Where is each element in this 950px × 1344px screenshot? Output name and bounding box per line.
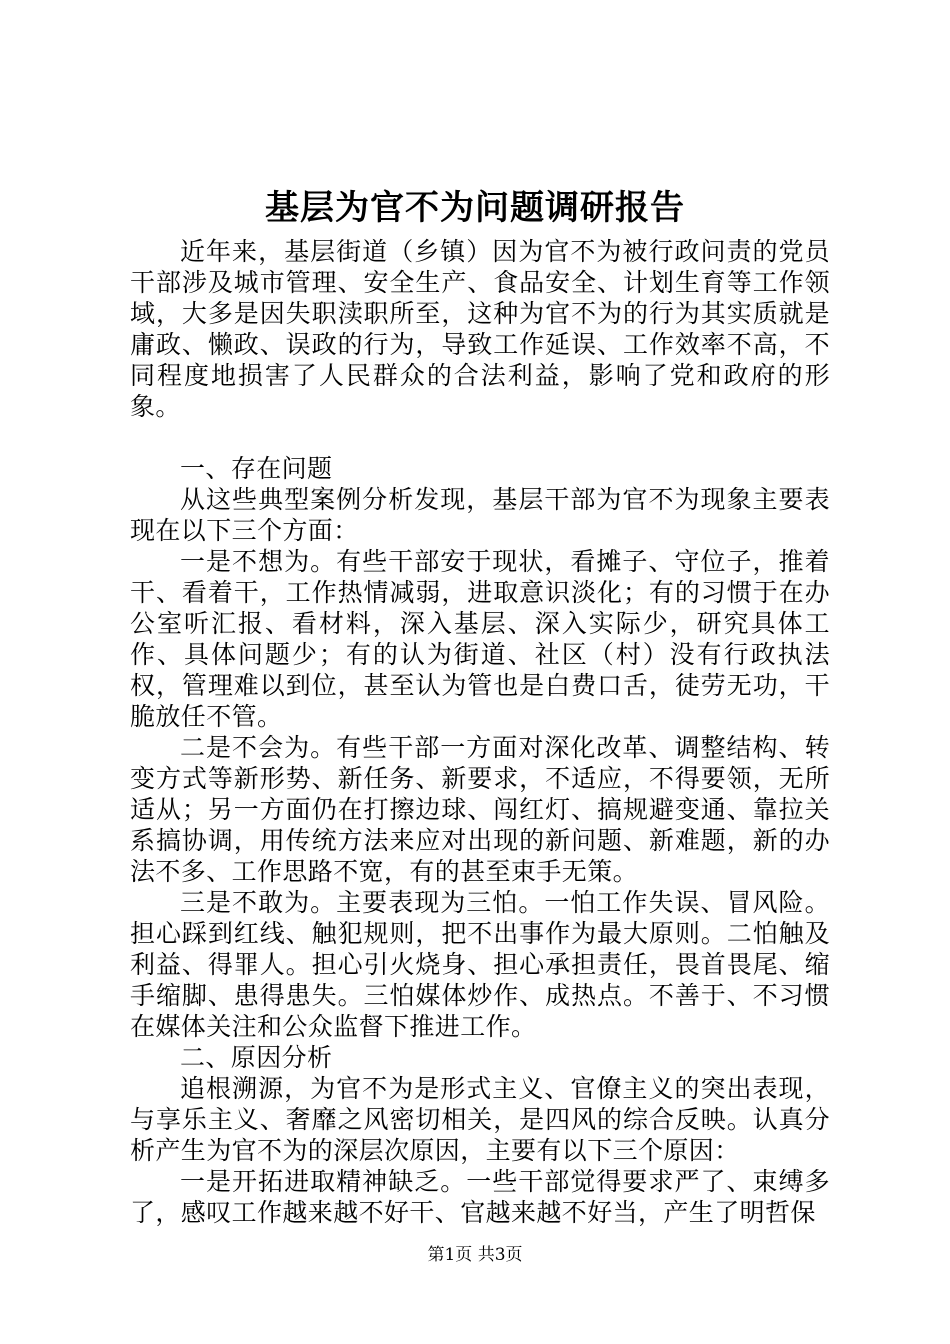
body-paragraph: 追根溯源，为官不为是形式主义、官僚主义的突出表现，与享乐主义、奢靡之风密切相关，是四风的综合反映。认真分析产生为官不为的深层次原因，主要有以下三个原因： [130, 1074, 830, 1165]
document-body [130, 236, 830, 1228]
body-paragraph: 一是不想为。有些干部安于现状，看摊子、守位子，推着干、看着干，工作热情减弱，进取意识淡化；有的习惯于在办公室听汇报、看材料，深入基层、深入实际少，研究具体工作、具体问题少；有的认为街道、社区（村）没有行政执法权，管理难以到位，甚至认为管也是白费口舌，徒劳无功，干脆放任不管。 [130, 547, 830, 731]
page-footer: 第1页 共3页 [427, 1245, 523, 1265]
body-paragraph: 从这些典型案例分析发现，基层干部为官不为现象主要表现在以下三个方面： [130, 485, 830, 545]
body-paragraph: 一是开拓进取精神缺乏。一些干部觉得要求严了、束缚多了，感叹工作越来越不好干、官越来越不好当，产生了明哲保 [130, 1167, 830, 1227]
section-heading-causes: 二、原因分析 [180, 1043, 333, 1072]
document-title: 基层为官不为问题调研报告 [265, 188, 685, 228]
intro-paragraph: 近年来，基层街道（乡镇）因为官不为被行政问责的党员干部涉及城市管理、安全生产、食品安全、计划生育等工作领域，大多是因失职渎职所至，这种为官不为的行为其实质就是庸政、懒政、误政的行为，导致工作延误、工作效率不高，不同程度地损害了人民群众的合法利益，影响了党和政府的形象。 [130, 237, 830, 421]
section-heading-problems: 一、存在问题 [180, 454, 333, 483]
body-paragraph: 二是不会为。有些干部一方面对深化改革、调整结构、转变方式等新形势、新任务、新要求，不适应，不得要领，无所适从；另一方面仍在打擦边球、闯红灯、搞规避变通、靠拉关系搞协调，用传统方法来应对出现的新问题、新难题，新的办法不多、工作思路不宽，有的甚至束手无策。 [130, 733, 830, 886]
body-paragraph: 三是不敢为。主要表现为三怕。一怕工作失误、冒风险。担心踩到红线、触犯规则，把不出事作为最大原则。二怕触及利益、得罪人。担心引火烧身、担心承担责任，畏首畏尾、缩手缩脚、患得患失。三怕媒体炒作、成热点。不善于、不习惯在媒体关注和公众监督下推进工作。 [130, 888, 830, 1041]
